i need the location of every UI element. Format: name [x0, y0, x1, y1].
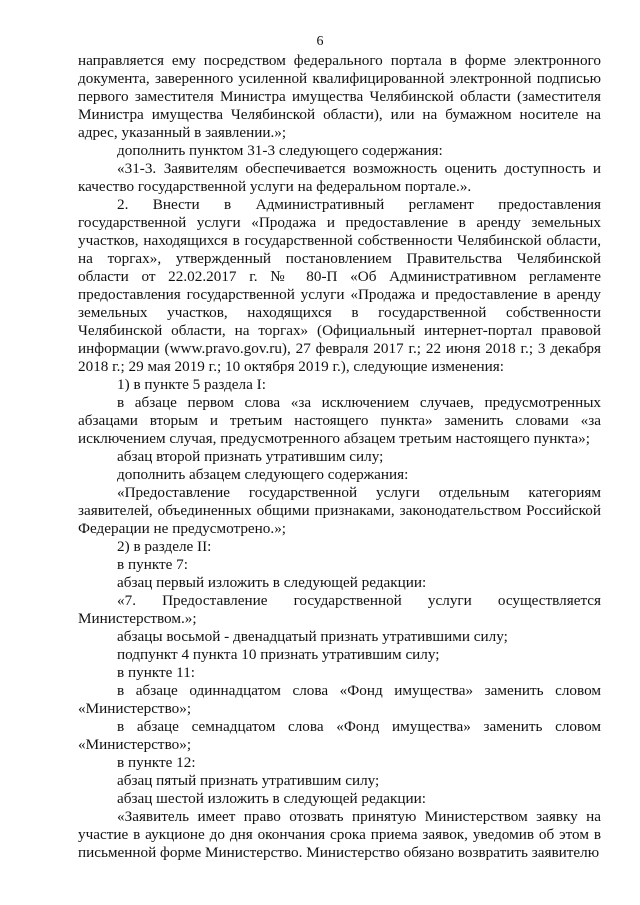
paragraph: абзац пятый признать утратившим силу; [117, 772, 380, 789]
paragraph: в абзаце первом слова «за исключением случаев, предусмотренных абзацами вторым и третьим настоящего пункта» заменить словами «за исключением случая, предусмотренного абзацем третьим настоящего пункта»; [78, 394, 601, 447]
paragraph: абзац второй признать утратившим силу; [117, 448, 384, 465]
paragraph: абзац первый изложить в следующей редакции: [117, 574, 427, 591]
paragraph: в абзаце семнадцатом слова «Фонд имущества» заменить словом «Министерство»; [78, 718, 601, 753]
paragraph: направляется ему посредством федерального портала в форме электронного документа, заверенного усиленной квалифицированной электронной подписью первого заместителя Министра имущества Челябинской области (заместителя Министра имущества Челябинской области), или на бумажном носителе на адрес, указанный в заявлении.»; [78, 52, 601, 141]
paragraph: «Предоставление государственной услуги отдельным категориям заявителей, объединенных общими признаками, законодательством Российской Федерации не предусмотрено.»; [78, 484, 601, 537]
paragraph: в пункте 11: [117, 664, 196, 681]
paragraph: «7. Предоставление государственной услуги осуществляется Министерством.»; [78, 592, 601, 627]
paragraph: абзац шестой изложить в следующей редакции: [117, 790, 426, 807]
page-number: 6 [316, 34, 324, 49]
paragraph: дополнить пунктом 31-3 следующего содержания: [117, 142, 443, 159]
paragraph: «Заявитель имеет право отозвать принятую Министерством заявку на участие в аукционе до дня окончания срока приема заявок, уведомив об этом в письменной форме Министерство. Министерство обязано возвратить заявителю [78, 808, 601, 861]
paragraph: абзацы восьмой - двенадцатый признать утратившими силу; [117, 628, 508, 645]
paragraph: 2) в разделе II: [117, 538, 212, 555]
paragraph: в пункте 12: [117, 754, 196, 771]
paragraph: подпункт 4 пункта 10 признать утратившим силу; [117, 646, 440, 663]
paragraph: в пункте 7: [117, 556, 188, 573]
paragraph: в абзаце одиннадцатом слова «Фонд имущества» заменить словом «Министерство»; [78, 682, 601, 717]
paragraph: дополнить абзацем следующего содержания: [117, 466, 409, 483]
paragraph: «31-3. Заявителям обеспечивается возможность оценить доступность и качество государственной услуги на федеральном портале.». [78, 160, 601, 195]
document-body [78, 52, 601, 862]
paragraph: 2. Внести в Административный регламент предоставления государственной услуги «Продажа и предоставление в аренду земельных участков, находящихся в государственной собственности Челябинской области, на торгах», утвержденный постановлением Правительства Челябинской области от 22.02.2017 г. № 80-П «Об Административном регламенте предоставления государственной услуги «Продажа и предоставление в аренду земельных участков, находящихся в государственной собственности Челябинской области, на торгах» (Официальный интернет-портал правовой информации (www.pravo.gov.ru), 27 февраля 2017 г.; 22 июня 2018 г.; 3 декабря 2018 г.; 29 мая 2019 г.; 10 октября 2019 г.), следующие изменения: [78, 196, 601, 375]
paragraph: 1) в пункте 5 раздела I: [117, 376, 266, 393]
